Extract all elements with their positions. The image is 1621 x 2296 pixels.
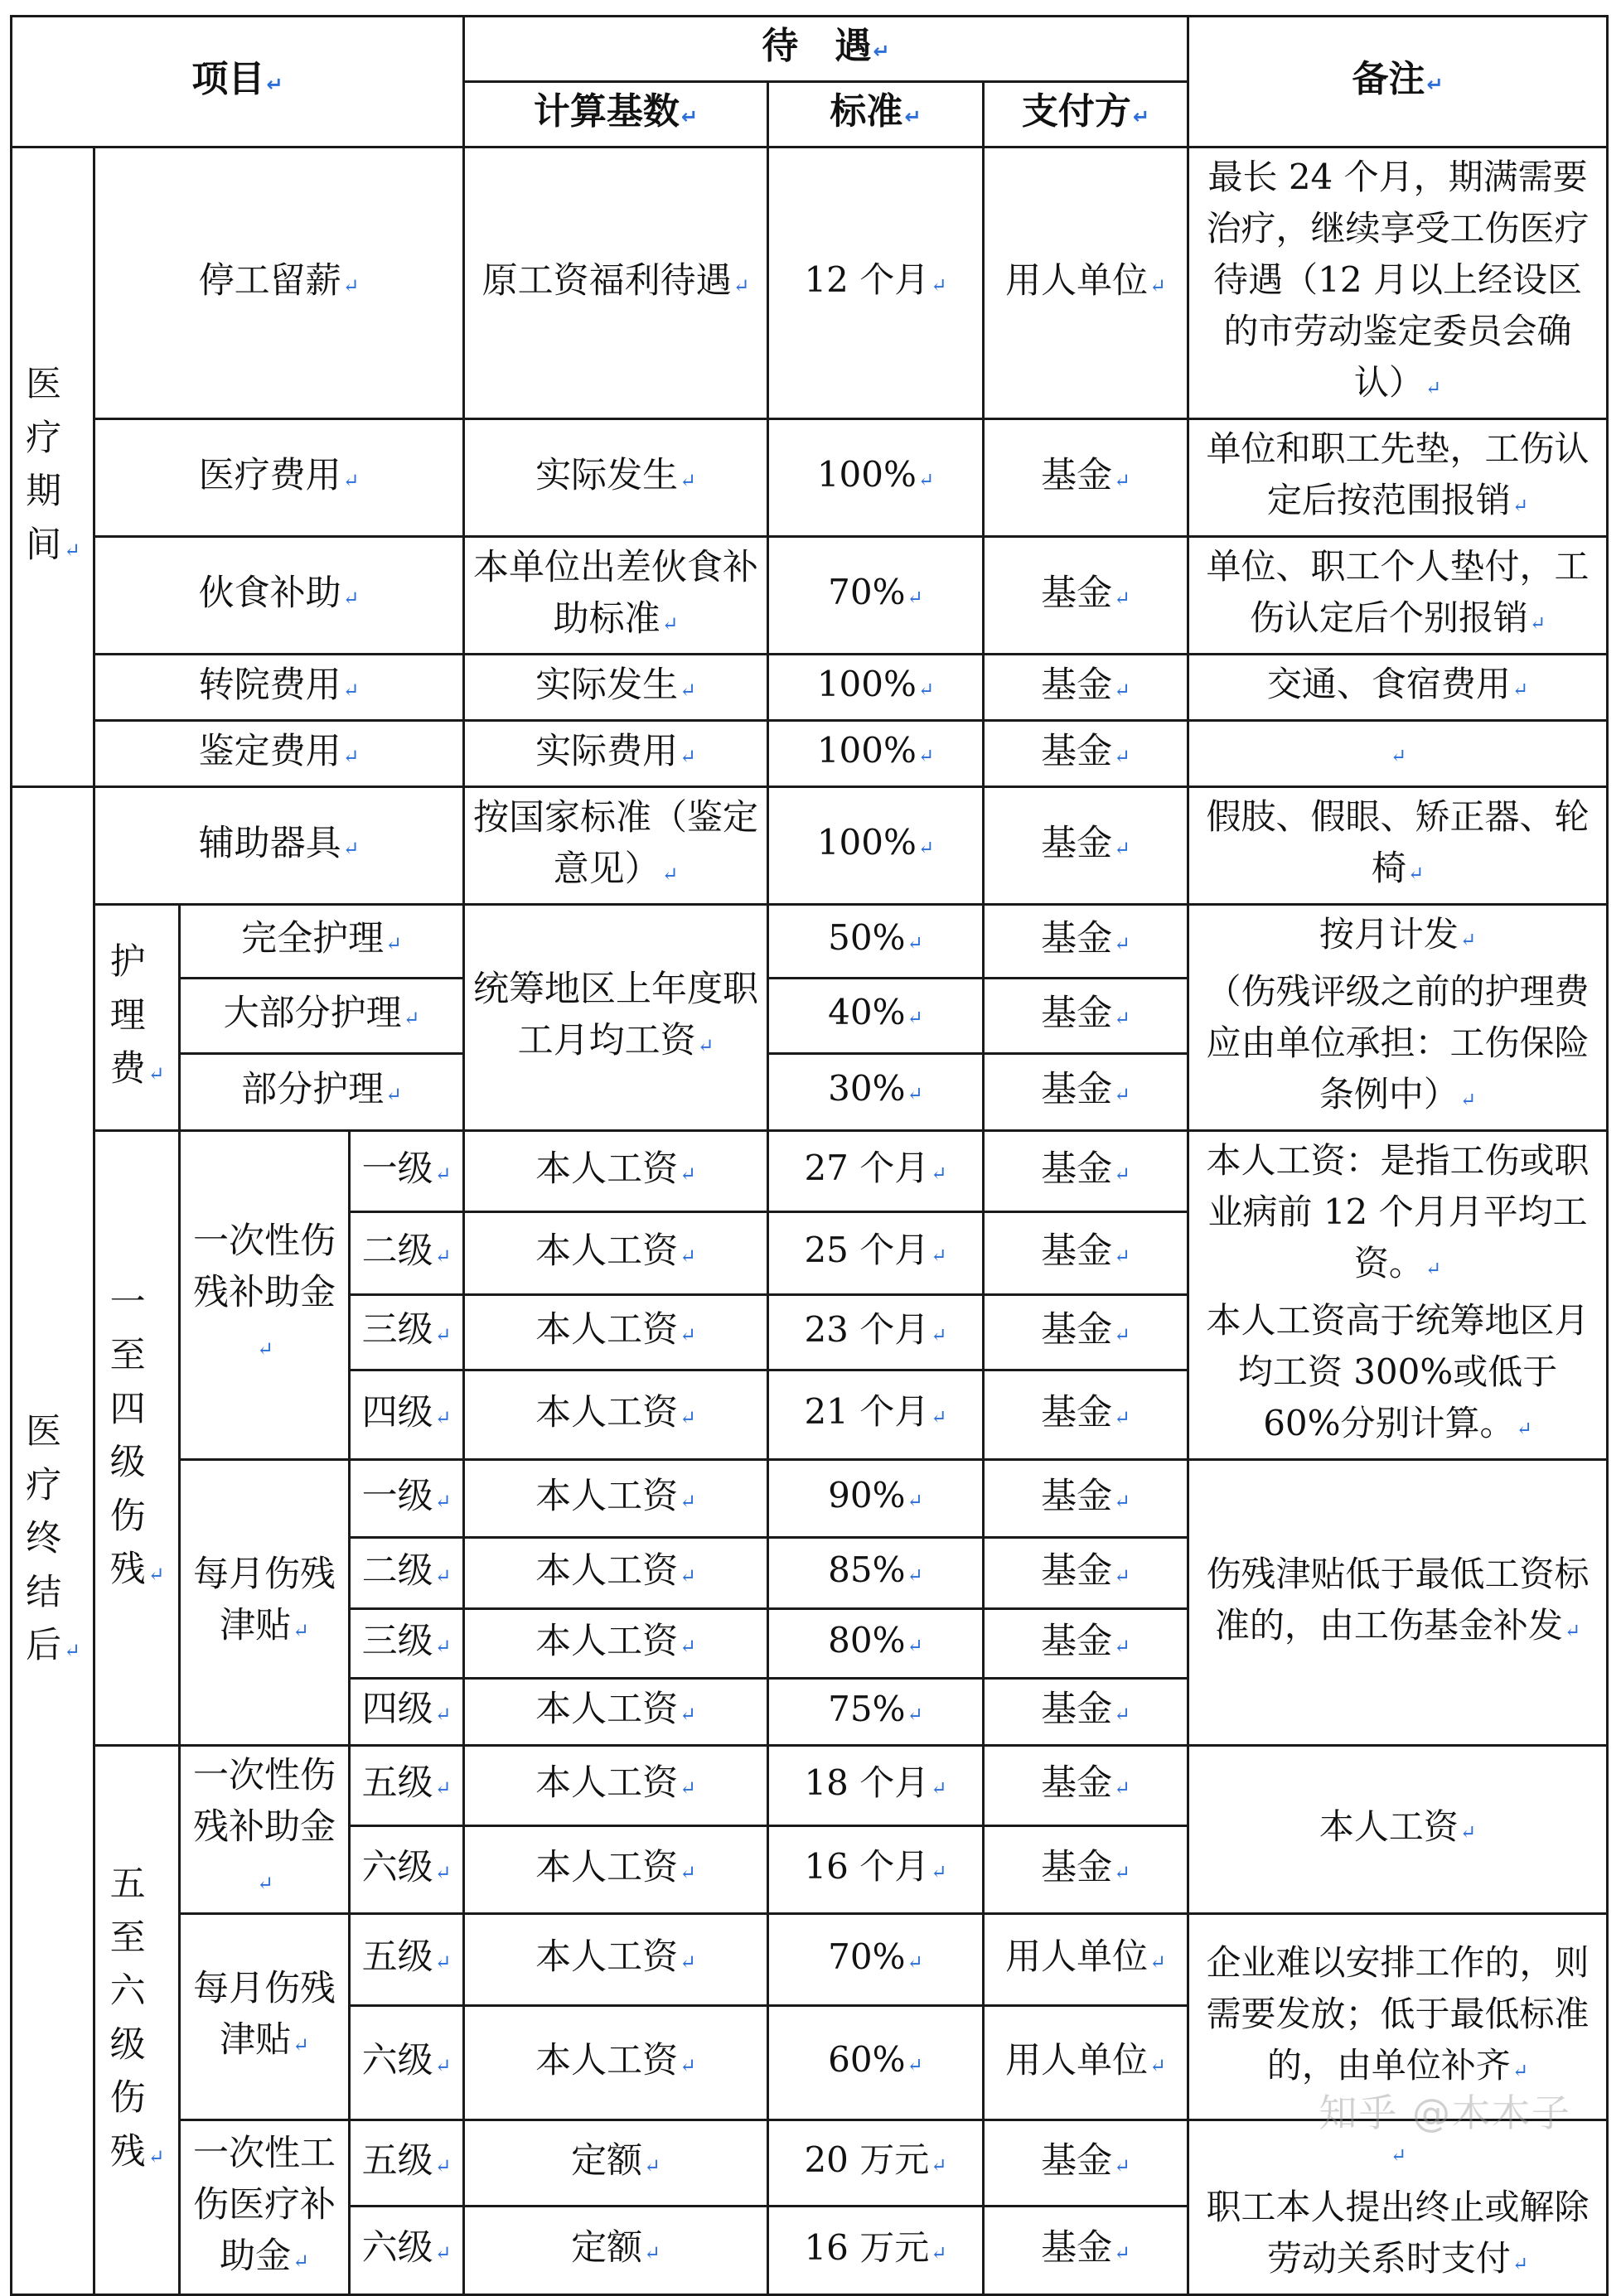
grade-cell: 五级↵ xyxy=(350,2120,464,2207)
standard-cell: 21 个月↵ xyxy=(768,1370,984,1460)
standard-cell: 90%↵ xyxy=(768,1460,984,1538)
payer-cell: 基金↵ xyxy=(984,721,1188,787)
standard-cell: 60%↵ xyxy=(768,2006,984,2120)
payer-cell: 基金↵ xyxy=(984,905,1188,979)
base-cell: 本人工资↵ xyxy=(464,1538,768,1609)
group-nursing: 护理费 ↵ xyxy=(94,905,180,1131)
table-row xyxy=(12,721,1608,787)
note-cell: 本人工资：是指工伤或职业病前 12 个月月平均工资。↵ 本人工资高于统筹地区月均工资 300%或低于 60%分别计算。↵ xyxy=(1188,1131,1608,1460)
note-cell: 假肢、假眼、矫正器、轮椅↵ xyxy=(1188,787,1608,905)
base-cell: 本人工资↵ xyxy=(464,1131,768,1212)
table-row xyxy=(12,1460,1608,1538)
standard-cell: 75%↵ xyxy=(768,1679,984,1746)
item-cell: 鉴定费用↵ xyxy=(94,721,464,787)
subgroup-monthly-allowance: 每月伤残津贴↵ xyxy=(180,1460,350,1746)
grade-cell: 一级↵ xyxy=(350,1131,464,1212)
grade-cell: 六级↵ xyxy=(350,2207,464,2295)
standard-cell: 12 个月↵ xyxy=(768,147,984,419)
item-cell: 大部分护理↵ xyxy=(180,978,464,1053)
standard-cell: 50%↵ xyxy=(768,905,984,979)
base-cell: 实际发生↵ xyxy=(464,419,768,537)
grade-cell: 五级↵ xyxy=(350,1746,464,1826)
header-remark: 备注↵ xyxy=(1188,17,1608,147)
table-row xyxy=(12,655,1608,721)
item-cell: 辅助器具↵ xyxy=(94,787,464,905)
standard-cell: 16 万元↵ xyxy=(768,2207,984,2295)
base-cell: 本人工资↵ xyxy=(464,1914,768,2006)
note-cell: ↵ xyxy=(1188,721,1608,787)
group-grade1to4: 一至四级伤残 ↵ xyxy=(94,1131,180,1746)
note-cell: 交通、食宿费用↵ xyxy=(1188,655,1608,721)
grade-cell: 四级↵ xyxy=(350,1370,464,1460)
header-benefit: 待 遇↵ xyxy=(464,17,1188,82)
table-row xyxy=(12,147,1608,419)
standard-cell: 25 个月↵ xyxy=(768,1212,984,1295)
base-cell: 本人工资↵ xyxy=(464,1370,768,1460)
base-cell: 原工资福利待遇↵ xyxy=(464,147,768,419)
standard-cell: 100%↵ xyxy=(768,787,984,905)
payer-cell: 基金↵ xyxy=(984,537,1188,655)
subgroup-monthly-allowance: 每月伤残津贴↵ xyxy=(180,1914,350,2120)
standard-cell: 100%↵ xyxy=(768,419,984,537)
payer-cell: 基金↵ xyxy=(984,1131,1188,1212)
item-cell: 转院费用↵ xyxy=(94,655,464,721)
payer-cell: 用人单位↵ xyxy=(984,1914,1188,2006)
note-cell: 企业难以安排工作的，则需要发放；低于最低标准的，由单位补齐↵ xyxy=(1188,1914,1608,2120)
standard-cell: 18 个月↵ xyxy=(768,1746,984,1826)
injury-benefits-table xyxy=(10,15,1609,2296)
note-cell: ↵ 职工本人提出终止或解除劳动关系时支付↵ xyxy=(1188,2120,1608,2295)
standard-cell: 70%↵ xyxy=(768,1914,984,2006)
note-cell: 伤残津贴低于最低工资标准的，由工伤基金补发↵ xyxy=(1188,1460,1608,1746)
grade-cell: 一级↵ xyxy=(350,1460,464,1538)
standard-cell: 30%↵ xyxy=(768,1053,984,1130)
table-row xyxy=(12,1746,1608,1826)
grade-cell: 三级↵ xyxy=(350,1609,464,1679)
base-cell: 统筹地区上年度职工月均工资↵ xyxy=(464,905,768,1131)
grade-cell: 六级↵ xyxy=(350,2006,464,2120)
header-payer: 支付方↵ xyxy=(984,82,1188,147)
base-cell: 本人工资↵ xyxy=(464,1746,768,1826)
group-grade5to6: 五至六级伤残 ↵ xyxy=(94,1746,180,2295)
standard-cell: 80%↵ xyxy=(768,1609,984,1679)
standard-cell: 70%↵ xyxy=(768,537,984,655)
grade-cell: 六级↵ xyxy=(350,1826,464,1914)
subgroup-lump-disability: 一次性伤残补助金↵ xyxy=(180,1131,350,1460)
header-standard: 标准↵ xyxy=(768,82,984,147)
item-cell: 伙食补助↵ xyxy=(94,537,464,655)
grade-cell: 三级↵ xyxy=(350,1294,464,1370)
payer-cell: 基金↵ xyxy=(984,1746,1188,1826)
base-cell: 实际费用↵ xyxy=(464,721,768,787)
base-cell: 本人工资↵ xyxy=(464,2006,768,2120)
payer-cell: 基金↵ xyxy=(984,1826,1188,1914)
payer-cell: 基金↵ xyxy=(984,1538,1188,1609)
note-cell: 按月计发↵ （伤残评级之前的护理费应由单位承担：工伤保险条例中）↵ xyxy=(1188,905,1608,1131)
base-cell: 本人工资↵ xyxy=(464,1294,768,1370)
table-row xyxy=(12,905,1608,979)
payer-cell: 用人单位↵ xyxy=(984,147,1188,419)
watermark: 知乎 @木木子 xyxy=(1319,2091,1571,2135)
base-cell: 本单位出差伙食补助标准↵ xyxy=(464,537,768,655)
table-row xyxy=(12,537,1608,655)
grade-cell: 二级↵ xyxy=(350,1538,464,1609)
payer-cell: 基金↵ xyxy=(984,1212,1188,1295)
note-cell: 最长 24 个月，期满需要治疗，继续享受工伤医疗待遇（12 月以上经设区的市劳动鉴定委员会确认）↵ xyxy=(1188,147,1608,419)
standard-cell: 100%↵ xyxy=(768,655,984,721)
payer-cell: 基金↵ xyxy=(984,787,1188,905)
item-cell: 部分护理↵ xyxy=(180,1053,464,1130)
item-cell: 医疗费用↵ xyxy=(94,419,464,537)
note-cell: 单位和职工先垫，工伤认定后按范围报销↵ xyxy=(1188,419,1608,537)
base-cell: 本人工资↵ xyxy=(464,1826,768,1914)
payer-cell: 基金↵ xyxy=(984,2207,1188,2295)
standard-cell: 40%↵ xyxy=(768,978,984,1053)
payer-cell: 基金↵ xyxy=(984,1370,1188,1460)
base-cell: 本人工资↵ xyxy=(464,1460,768,1538)
payer-cell: 基金↵ xyxy=(984,978,1188,1053)
payer-cell: 用人单位↵ xyxy=(984,2006,1188,2120)
standard-cell: 27 个月↵ xyxy=(768,1131,984,1212)
note-cell: 单位、职工个人垫付，工伤认定后个别报销↵ xyxy=(1188,537,1608,655)
header-item: 项目↵ xyxy=(12,17,464,147)
grade-cell: 二级↵ xyxy=(350,1212,464,1295)
standard-cell: 23 个月↵ xyxy=(768,1294,984,1370)
base-cell: 实际发生↵ xyxy=(464,655,768,721)
payer-cell: 基金↵ xyxy=(984,419,1188,537)
table-row xyxy=(12,1131,1608,1212)
payer-cell: 基金↵ xyxy=(984,1609,1188,1679)
table-row xyxy=(12,2120,1608,2207)
base-cell: 定额↵ xyxy=(464,2207,768,2295)
base-cell: 本人工资↵ xyxy=(464,1679,768,1746)
payer-cell: 基金↵ xyxy=(984,2120,1188,2207)
grade-cell: 四级↵ xyxy=(350,1679,464,1746)
note-cell: 本人工资↵ xyxy=(1188,1746,1608,1914)
payer-cell: 基金↵ xyxy=(984,1294,1188,1370)
benefits-table-container xyxy=(10,15,1606,2296)
grade-cell: 五级↵ xyxy=(350,1914,464,2006)
base-cell: 本人工资↵ xyxy=(464,1609,768,1679)
subgroup-lump-disability: 一次性伤残补助金↵ xyxy=(180,1746,350,1914)
base-cell: 按国家标准（鉴定意见）↵ xyxy=(464,787,768,905)
header-base: 计算基数↵ xyxy=(464,82,768,147)
item-cell: 停工留薪↵ xyxy=(94,147,464,419)
standard-cell: 85%↵ xyxy=(768,1538,984,1609)
table-row xyxy=(12,1914,1608,2006)
subgroup-lump-medical: 一次性工伤医疗补助金↵ xyxy=(180,2120,350,2295)
header-row xyxy=(12,17,1608,82)
standard-cell: 16 个月↵ xyxy=(768,1826,984,1914)
base-cell: 本人工资↵ xyxy=(464,1212,768,1295)
table-row xyxy=(12,419,1608,537)
base-cell: 定额↵ xyxy=(464,2120,768,2207)
standard-cell: 20 万元↵ xyxy=(768,2120,984,2207)
payer-cell: 基金↵ xyxy=(984,1053,1188,1130)
table-row xyxy=(12,787,1608,905)
period-medical: 医疗期间 ↵ xyxy=(12,147,94,787)
payer-cell: 基金↵ xyxy=(984,655,1188,721)
standard-cell: 100%↵ xyxy=(768,721,984,787)
payer-cell: 基金↵ xyxy=(984,1679,1188,1746)
item-cell: 完全护理↵ xyxy=(180,905,464,979)
period-after: 医疗终结后 ↵ xyxy=(12,787,94,2295)
payer-cell: 基金↵ xyxy=(984,1460,1188,1538)
